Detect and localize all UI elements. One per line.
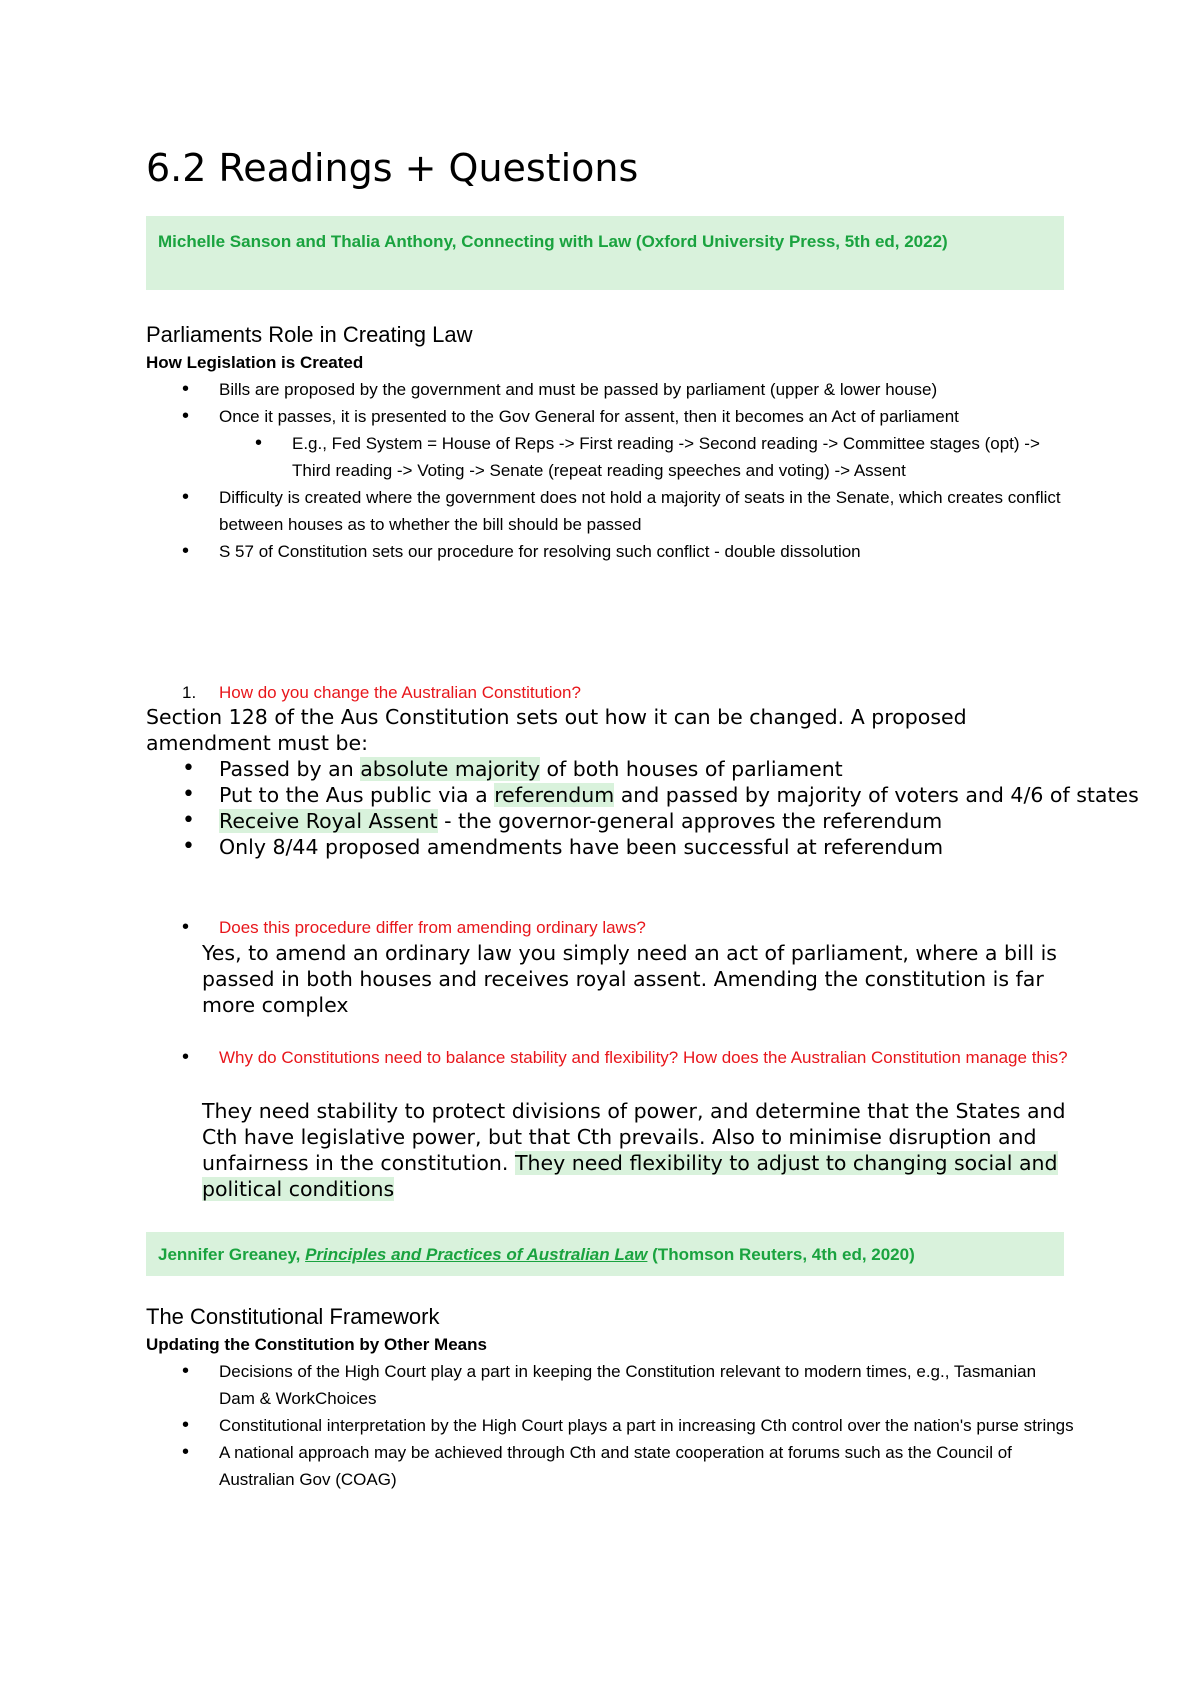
highlight: absolute majority: [360, 757, 540, 781]
question-3: [146, 1044, 1076, 1071]
citation-box: [146, 216, 1064, 290]
list-item: • E.g., Fed System = House of Reps -> First reading -> Second reading -> Committee stages (opt) -> Third reading -> Voting -> Senate (repeat reading speeches and voting) -> Assent: [146, 430, 1076, 484]
list-item: • Once it passes, it is presented to the Gov General for assent, then it becomes an Act of parliament: [146, 403, 1076, 430]
citation-author: Jennifer Greaney,: [158, 1245, 306, 1264]
list-item: • Put to the Aus public via a referendum and passed by majority of voters and 4/6 of states: [146, 782, 1186, 808]
question-text: Why do Constitutions need to balance stability and flexibility? How does the Australian Constitution manage this?: [219, 1048, 1068, 1067]
list-item: • Only 8/44 proposed amendments have been successful at referendum: [146, 834, 1146, 860]
section-subheading: Updating the Constitution by Other Means: [146, 1335, 487, 1354]
section-heading: The Constitutional Framework: [146, 1304, 440, 1329]
section-heading: Parliaments Role in Creating Law: [146, 322, 473, 347]
question-number: 1.: [182, 683, 197, 702]
highlight: referendum: [494, 783, 615, 807]
question-2: [146, 914, 1076, 941]
highlight: Receive Royal Assent: [219, 809, 438, 833]
citation-text: Michelle Sanson and Thalia Anthony, Connecting with Law (Oxford University Press, 5th ed, 2022): [158, 232, 948, 251]
highlight: They need flexibility to adjust to changing social and political conditions: [202, 1151, 1058, 1201]
list-item: • S 57 of Constitution sets our procedure for resolving such conflict - double dissolution: [146, 538, 1076, 565]
list-item: • Constitutional interpretation by the High Court plays a part in increasing Cth control over the nation's purse strings: [146, 1412, 1076, 1439]
list-item: • A national approach may be achieved through Cth and state cooperation at forums such as the Council of Australian Gov (COAG): [146, 1439, 1076, 1493]
list-item: • Bills are proposed by the government and must be passed by parliament (upper & lower house): [146, 376, 1076, 403]
citation-publisher: (Thomson Reuters, 4th ed, 2020): [647, 1245, 915, 1264]
question-text: How do you change the Australian Constitution?: [219, 683, 581, 702]
bullet-icon: •: [182, 916, 190, 938]
section-subheading: How Legislation is Created: [146, 353, 364, 372]
bullet-list: [146, 376, 1076, 565]
list-item: • Receive Royal Assent - the governor-general approves the referendum: [146, 808, 1146, 834]
answer-text: Section 128 of the Aus Constitution sets out how it can be changed. A proposed amendment must be:: [146, 705, 967, 755]
citation-book-title: Principles and Practices of Australian Law: [305, 1245, 648, 1264]
bullet-list: [146, 1358, 1076, 1493]
list-item: • Difficulty is created where the government does not hold a majority of seats in the Senate, which creates conflict between houses as to whether the bill should be passed: [146, 484, 1076, 538]
answer-text: They need stability to protect divisions of power, and determine that the States and Cth have legislative power, but that Cth prevails. Also to minimise disruption and unfairness in the constitution. They need flexibility to adjust to changing social and political conditions: [202, 1099, 1066, 1201]
bullet-icon: •: [182, 1046, 190, 1068]
question-text: Does this procedure differ from amending ordinary laws?: [219, 918, 646, 937]
answer-bullet-list: [146, 756, 1186, 860]
citation-box: [146, 1232, 1064, 1276]
page-title: 6.2 Readings + Questions: [146, 146, 639, 190]
list-item: • Decisions of the High Court play a part in keeping the Constitution relevant to modern times, e.g., Tasmanian Dam & WorkChoices: [146, 1358, 1076, 1412]
answer-text: Yes, to amend an ordinary law you simply need an act of parliament, where a bill is passed in both houses and receives royal assent. Amending the constitution is far more complex: [202, 941, 1057, 1017]
list-item: • Passed by an absolute majority of both houses of parliament: [146, 756, 1146, 782]
